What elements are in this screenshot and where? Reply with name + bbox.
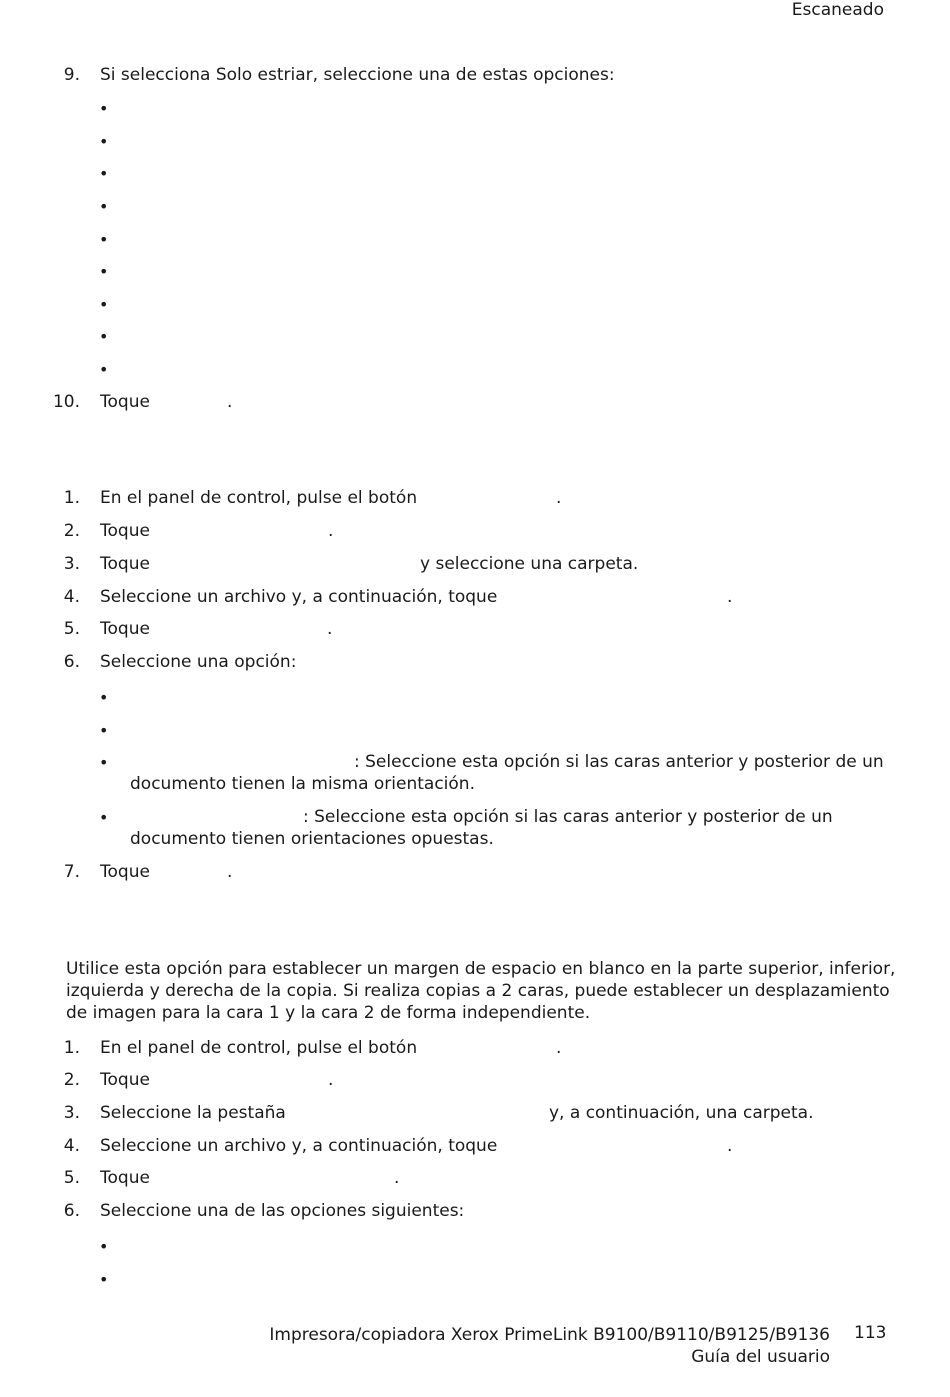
- step-text: y, a continuación, una carpeta.: [549, 1103, 814, 1123]
- step-number: 2.: [63, 1070, 80, 1090]
- step-number: 6.: [63, 652, 80, 672]
- bullet: •: [99, 99, 109, 118]
- step-text: Toque: [100, 554, 150, 574]
- step-number: 5.: [63, 1168, 80, 1188]
- bullet: •: [99, 230, 109, 249]
- step-text: Toque: [100, 1070, 150, 1090]
- step-text: Toque: [100, 862, 150, 882]
- step-text: Seleccione un archivo y, a continuación, toque: [100, 1136, 498, 1156]
- bullet: •: [99, 753, 109, 772]
- running-header: Escaneado: [791, 0, 884, 20]
- step-text: .: [227, 862, 233, 882]
- step-number: 3.: [63, 554, 80, 574]
- bullet-text-continuation: documento tienen orientaciones opuestas.: [130, 829, 494, 849]
- intro-paragraph-line: Utilice esta opción para establecer un margen de espacio en blanco en la parte superior, inferior,: [66, 959, 896, 979]
- step-text: Seleccione una de las opciones siguientes:: [100, 1201, 465, 1221]
- bullet: •: [99, 164, 109, 183]
- step-text: Toque: [100, 392, 150, 412]
- step-text: .: [727, 1136, 733, 1156]
- bullet: •: [99, 808, 109, 827]
- bullet: •: [99, 197, 109, 216]
- step-number: 6.: [63, 1201, 80, 1221]
- step-text: .: [227, 392, 233, 412]
- step-text: .: [328, 1070, 334, 1090]
- step-number: 4.: [63, 587, 80, 607]
- bullet-text: : Seleccione esta opción si las caras anterior y posterior de un: [303, 807, 833, 827]
- step-text: .: [556, 488, 562, 508]
- step-number: 1.: [63, 1038, 80, 1058]
- step-text: .: [394, 1168, 400, 1188]
- step-number: 3.: [63, 1103, 80, 1123]
- step-text: Toque: [100, 521, 150, 541]
- step-number: 10.: [52, 392, 80, 412]
- step-text: Si selecciona Solo estriar, seleccione una de estas opciones:: [100, 65, 615, 85]
- bullet: •: [99, 1237, 109, 1256]
- step-number: 5.: [63, 619, 80, 639]
- footer-product: Impresora/copiadora Xerox PrimeLink B9100/B9110/B9125/B9136: [269, 1325, 830, 1345]
- step-text: y seleccione una carpeta.: [420, 554, 639, 574]
- step-text: Seleccione una opción:: [100, 652, 297, 672]
- step-text: .: [556, 1038, 562, 1058]
- step-text: .: [328, 521, 334, 541]
- bullet: •: [99, 295, 109, 314]
- intro-paragraph-line: izquierda y derecha de la copia. Si realiza copias a 2 caras, puede establecer un desplazamiento: [66, 981, 890, 1001]
- step-text: Seleccione la pestaña: [100, 1103, 286, 1123]
- bullet: •: [99, 688, 109, 707]
- step-text: Toque: [100, 1168, 150, 1188]
- step-number: 9.: [63, 65, 80, 85]
- bullet-text-continuation: documento tienen la misma orientación.: [130, 774, 475, 794]
- step-number: 1.: [63, 488, 80, 508]
- bullet: •: [99, 327, 109, 346]
- bullet: •: [99, 132, 109, 151]
- step-text: En el panel de control, pulse el botón: [100, 488, 418, 508]
- bullet: •: [99, 360, 109, 379]
- bullet: •: [99, 721, 109, 740]
- page-number: 113: [854, 1323, 887, 1343]
- step-number: 4.: [63, 1136, 80, 1156]
- bullet: •: [99, 1270, 109, 1289]
- footer-guide: Guía del usuario: [691, 1347, 830, 1367]
- step-text: En el panel de control, pulse el botón: [100, 1038, 418, 1058]
- step-text: Toque: [100, 619, 150, 639]
- step-number: 2.: [63, 521, 80, 541]
- bullet-text: : Seleccione esta opción si las caras anterior y posterior de un: [354, 752, 884, 772]
- step-text: .: [727, 587, 733, 607]
- intro-paragraph-line: de imagen para la cara 1 y la cara 2 de forma independiente.: [66, 1003, 591, 1023]
- bullet: •: [99, 262, 109, 281]
- step-number: 7.: [63, 862, 80, 882]
- step-text: Seleccione un archivo y, a continuación, toque: [100, 587, 498, 607]
- step-text: .: [327, 619, 333, 639]
